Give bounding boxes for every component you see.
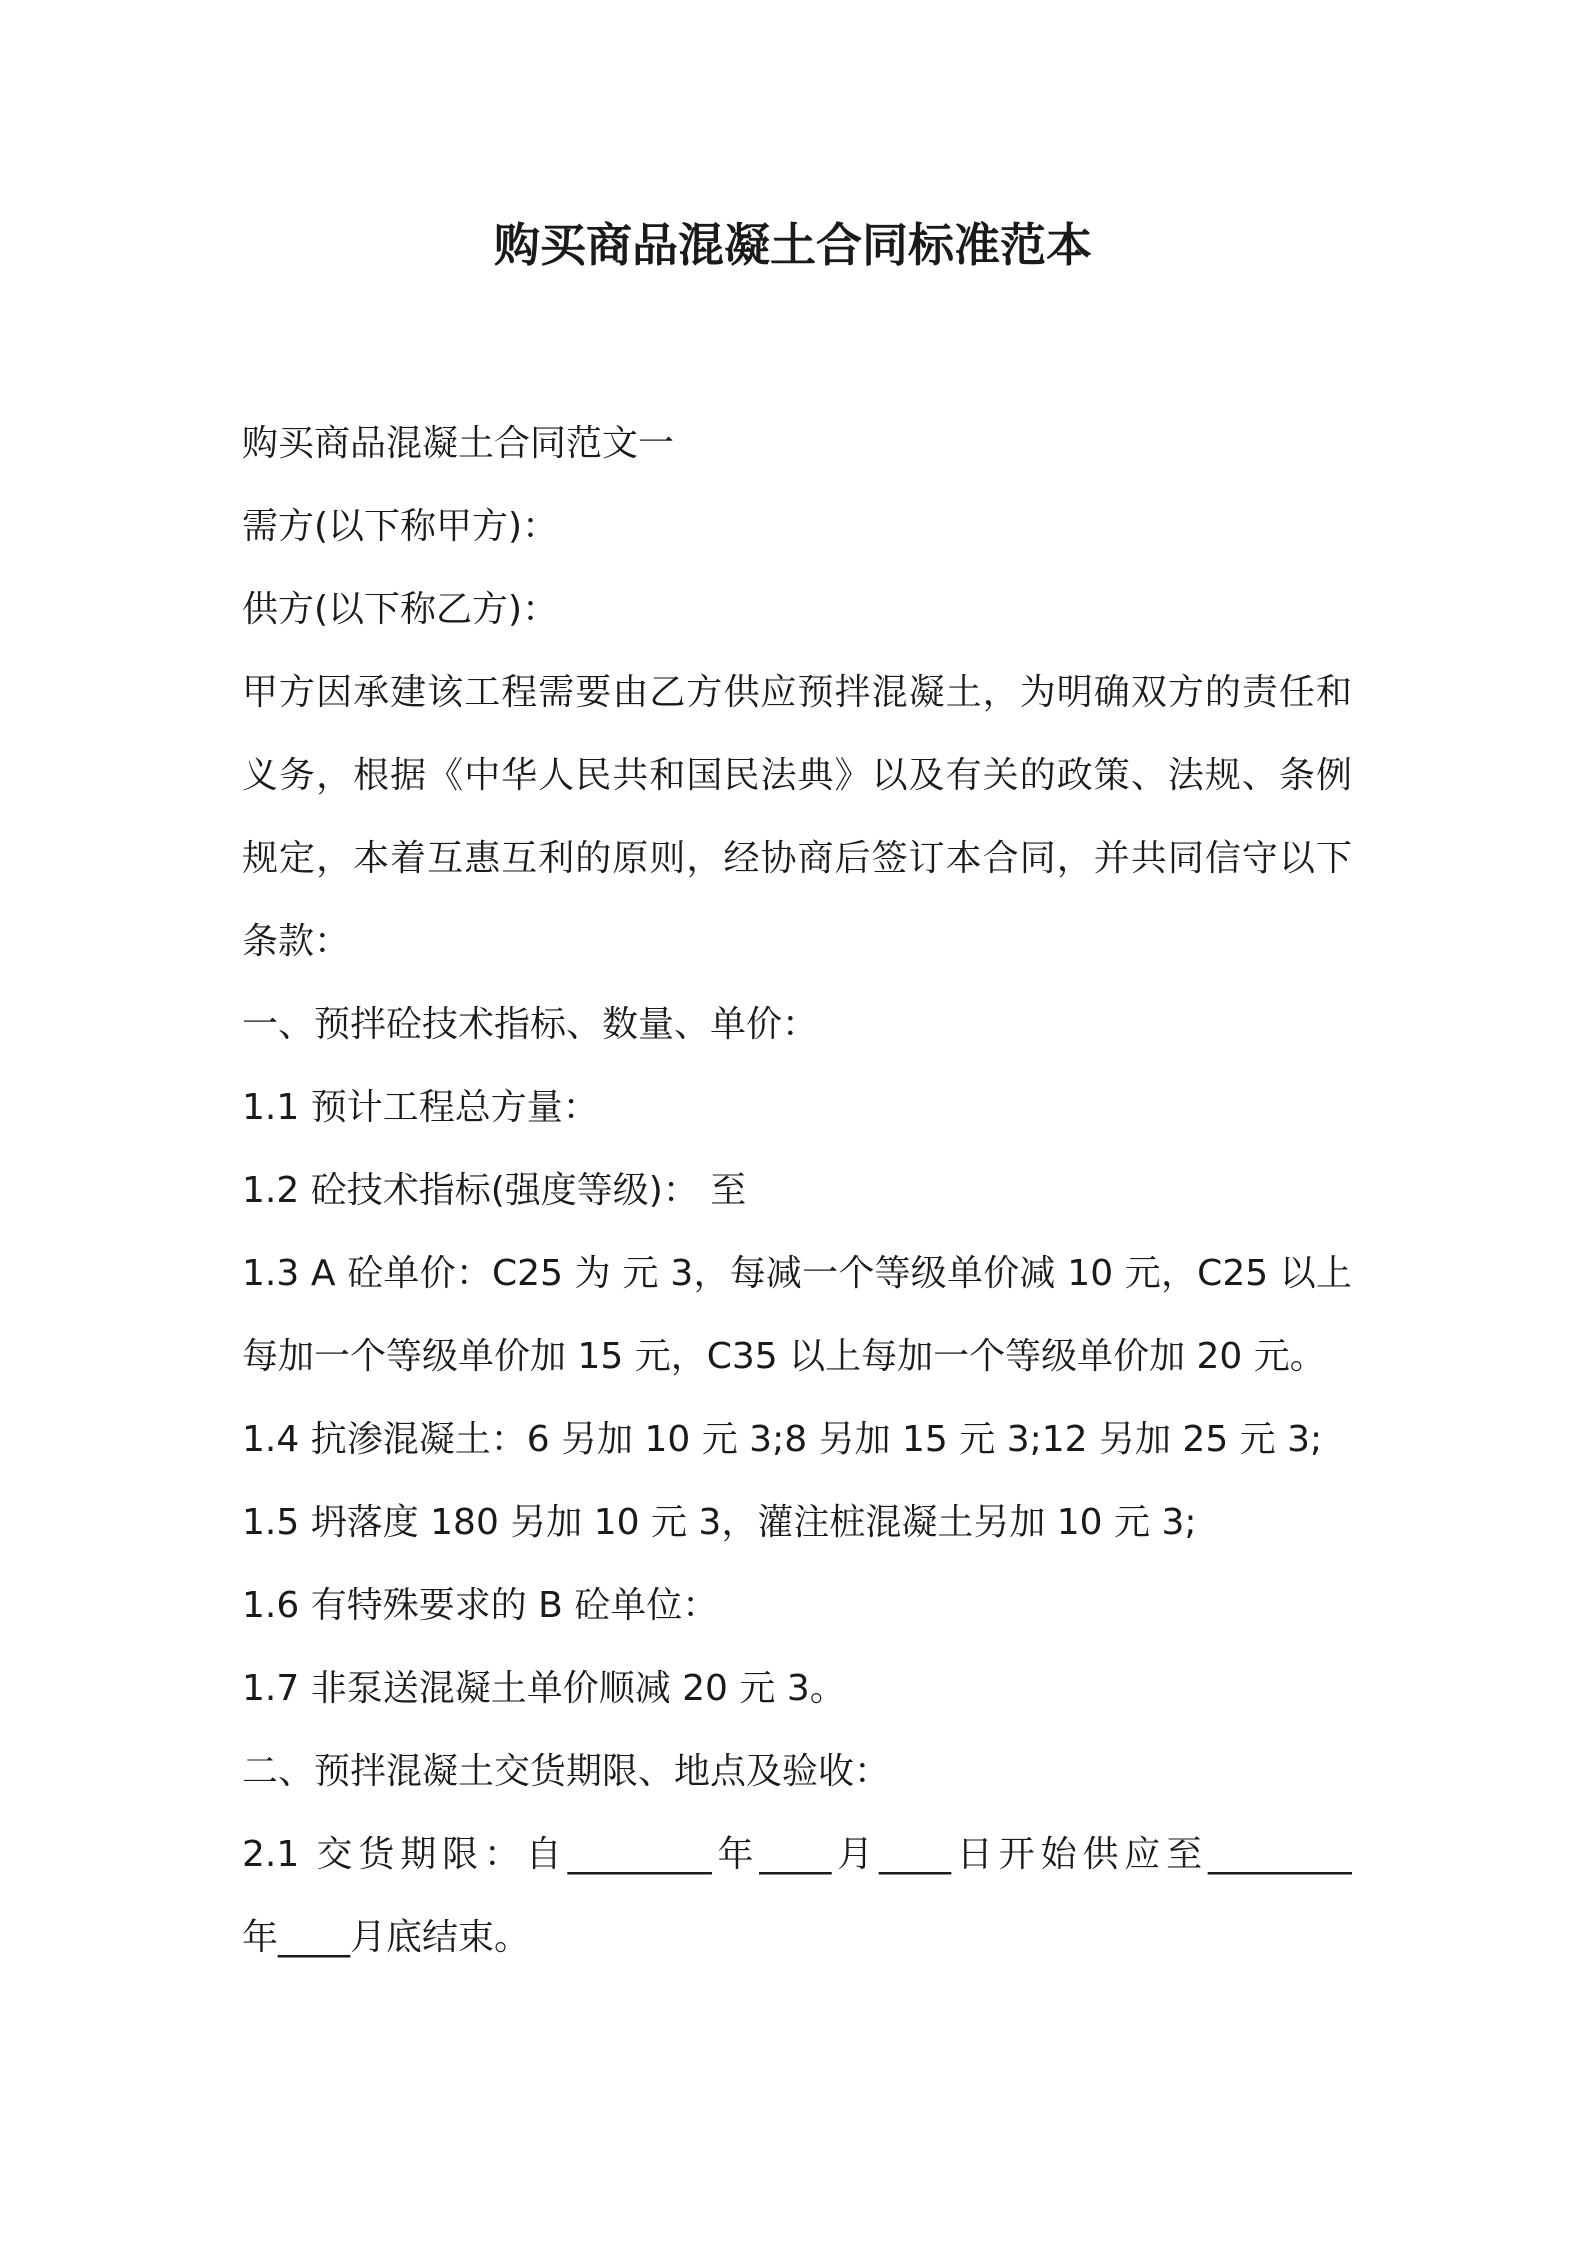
paragraph-line: 甲方因承建该工程需要由乙方供应预拌混凝土，为明确双方的责任和 <box>242 672 1352 713</box>
clause-line: 1.3 A 砼单价：C25 为 元 3，每减一个等级单价减 10 元，C25 以上 <box>242 1253 1352 1294</box>
party-a-line: 需方(以下称甲方)： <box>242 506 559 547</box>
clause-line: 每加一个等级单价加 15 元，C35 以上每加一个等级单价加 20 元。 <box>242 1336 1326 1377</box>
clause-line: 1.6 有特殊要求的 B 砼单位： <box>242 1585 719 1626</box>
clause-line: 2.1 交货期限：自________年____月____日开始供应至________ <box>242 1834 1352 1875</box>
clause-line: 1.7 非泵送混凝土单价顺减 20 元 3。 <box>242 1668 846 1709</box>
clause-line: 年____月底结束。 <box>242 1917 531 1958</box>
clause-line: 1.2 砼技术指标(强度等级)： 至 <box>242 1170 747 1211</box>
clause-line: 1.4 抗渗混凝土：6 另加 10 元 3;8 另加 15 元 3;12 另加 25 元 3; <box>242 1419 1323 1460</box>
party-b-line: 供方(以下称乙方)： <box>242 589 559 630</box>
clause-line: 1.5 坍落度 180 另加 10 元 3，灌注桩混凝土另加 10 元 3; <box>242 1502 1197 1543</box>
paragraph-line: 义务，根据《中华人民共和国民法典》以及有关的政策、法规、条例 <box>242 755 1352 796</box>
paragraph-line: 条款： <box>242 921 351 962</box>
document-title: 购买商品混凝土合同标准范本 <box>494 218 1092 272</box>
document-body <box>242 402 1352 1979</box>
contract-subtitle: 购买商品混凝土合同范文一 <box>242 423 675 464</box>
clause-line: 1.1 预计工程总方量： <box>242 1087 599 1128</box>
paragraph-line: 规定，本着互惠互利的原则，经协商后签订本合同，并共同信守以下 <box>242 838 1352 879</box>
section-heading: 一、预拌砼技术指标、数量、单价： <box>242 1004 819 1045</box>
section-heading: 二、预拌混凝土交货期限、地点及验收： <box>242 1751 891 1792</box>
